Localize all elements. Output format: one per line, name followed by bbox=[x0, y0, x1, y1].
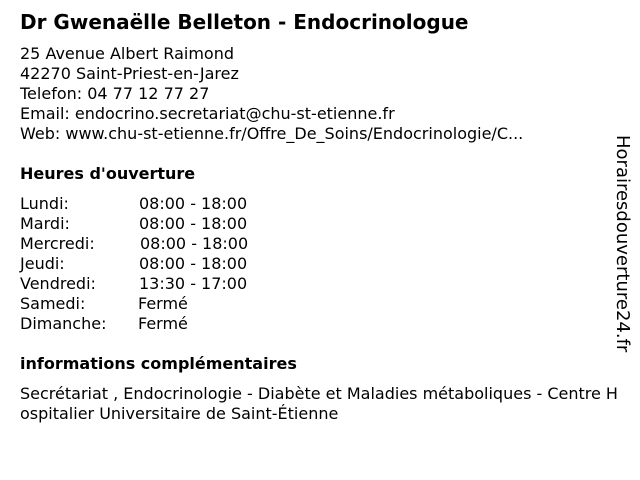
website-link[interactable]: Web: www.chu-st-etienne.fr/Offre_De_Soins/Endocrinologie/C... bbox=[20, 124, 524, 143]
email-address: Email: endocrino.secretariat@chu-st-etienne.fr bbox=[20, 104, 395, 123]
site-watermark: Horairesdouverture24.fr bbox=[612, 135, 633, 353]
hours-time: Fermé bbox=[138, 294, 188, 313]
hours-time: 08:00 - 18:00 bbox=[140, 234, 249, 253]
address-city: 42270 Saint-Priest-en-Jarez bbox=[20, 64, 239, 83]
hours-time: 13:30 - 17:00 bbox=[139, 274, 248, 293]
hours-time: 08:00 - 18:00 bbox=[139, 214, 248, 233]
info-heading: informations complémentaires bbox=[20, 354, 297, 373]
hours-day: Lundi: bbox=[20, 194, 69, 213]
hours-day: Mardi: bbox=[20, 214, 70, 233]
address-street: 25 Avenue Albert Raimond bbox=[20, 44, 234, 63]
page-title: Dr Gwenaëlle Belleton - Endocrinologue bbox=[20, 10, 469, 34]
hours-day: Samedi: bbox=[20, 294, 86, 313]
info-text: Secrétariat , Endocrinologie - Diabète et Maladies métaboliques - Centre Hospitalier Universitaire de Saint-Étienne bbox=[20, 384, 618, 423]
phone-number: Telefon: 04 77 12 77 27 bbox=[20, 84, 210, 103]
hours-time: 08:00 - 18:00 bbox=[139, 194, 248, 213]
hours-day: Vendredi: bbox=[20, 274, 96, 293]
hours-day: Jeudi: bbox=[20, 254, 65, 273]
contact-block bbox=[20, 44, 523, 144]
hours-time: Fermé bbox=[138, 314, 188, 333]
hours-time: 08:00 - 18:00 bbox=[139, 254, 248, 273]
hours-day: Mercredi: bbox=[20, 234, 95, 253]
hours-heading: Heures d'ouverture bbox=[20, 164, 196, 183]
hours-day: Dimanche: bbox=[20, 314, 107, 333]
